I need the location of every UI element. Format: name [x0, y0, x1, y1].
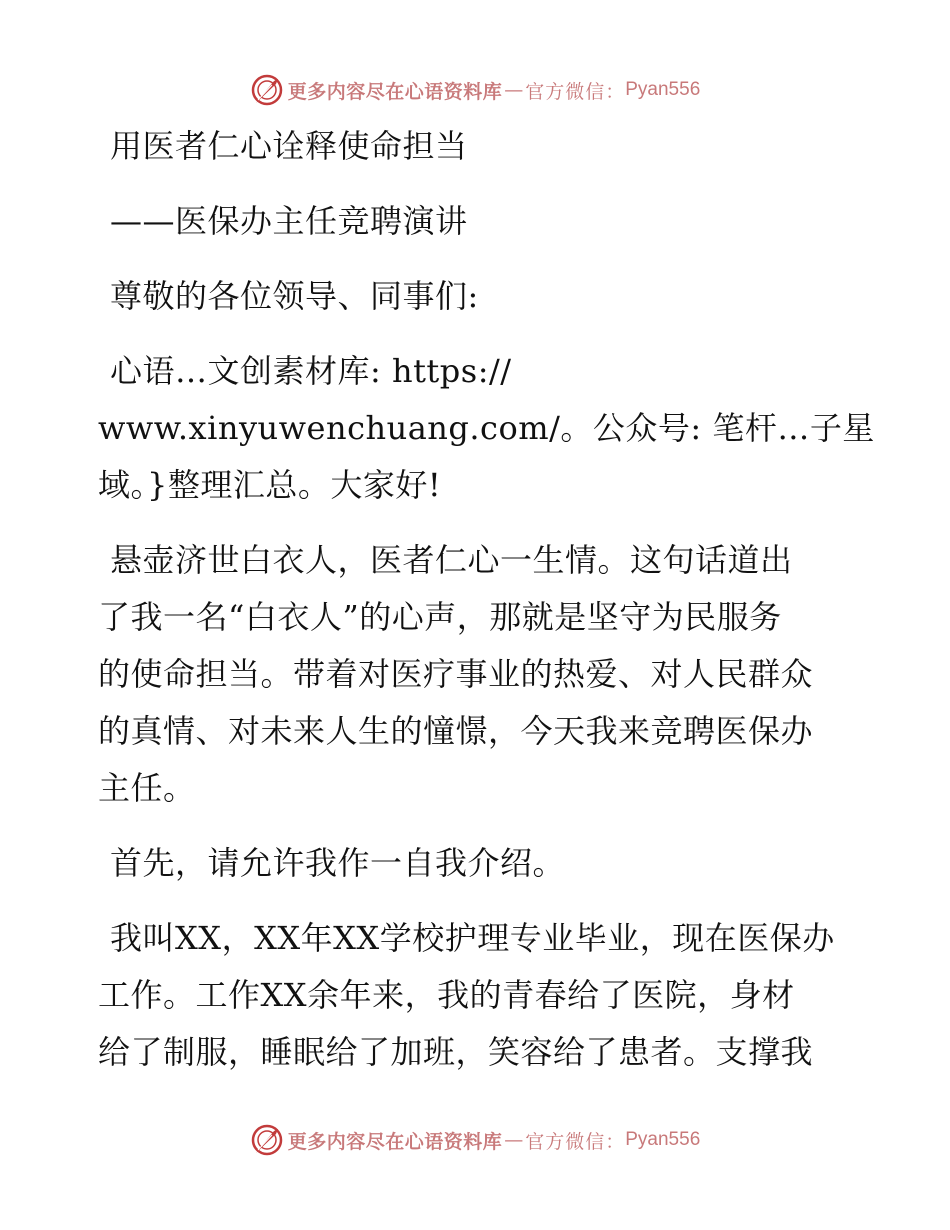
quill-logo-icon: [250, 73, 284, 107]
paragraph-line: 工作。工作XX余年来，我的青春给了医院，身材: [98, 976, 795, 1014]
banner-brand-text: 更多内容尽在心语资料库: [287, 1130, 503, 1153]
document-subtitle: ——医保办主任竞聘演讲: [110, 202, 468, 240]
paragraph-line: 给了制服，睡眠给了加班，笑容给了患者。支撑我: [98, 1033, 814, 1071]
banner-wechat-id: Pyan556: [625, 79, 701, 100]
quill-logo-icon: [250, 1123, 284, 1157]
paragraph-line: 的使命担当。带着对医疗事业的热爱、对人民群众: [98, 655, 814, 693]
footer-watermark-banner: [0, 1120, 950, 1160]
banner-wechat-id: Pyan556: [625, 1129, 701, 1150]
paragraph-line: 心语…文创素材库: https://: [110, 352, 512, 390]
paragraph-line: www.xinyuwenchuang.com/。公众号: 笔杆…子星: [98, 409, 875, 447]
banner-brand-text: 更多内容尽在心语资料库: [287, 80, 503, 103]
banner-wechat-label: 官方微信：: [525, 80, 626, 103]
self-intro-paragraph: [98, 910, 858, 1081]
greeting-line: 尊敬的各位领导、同事们:: [110, 277, 479, 315]
document-title: 用医者仁心诠释使命担当: [110, 127, 468, 165]
paragraph-line: 我叫XX，XX年XX学校护理专业毕业，现在医保办: [110, 919, 835, 957]
intro-paragraph: [98, 532, 858, 817]
paragraph-line: 悬壶济世白衣人，医者仁心一生情。这句话道出: [110, 541, 793, 579]
header-watermark-banner: [0, 70, 950, 110]
banner-dash: —: [504, 1129, 524, 1151]
paragraph-line: 了我一名“白衣人”的心声，那就是坚守为民服务: [98, 598, 782, 636]
self-intro-lead: 首先，请允许我作一自我介绍。: [110, 844, 566, 882]
banner-wechat-label: 官方微信：: [525, 1130, 626, 1153]
paragraph-line: 主任。: [98, 769, 196, 807]
source-paragraph: [98, 343, 875, 514]
paragraph-line: 域。}整理汇总。大家好!: [98, 466, 442, 504]
paragraph-line: 的真情、对未来人生的憧憬，今天我来竞聘医保办: [98, 712, 814, 750]
document-body: [98, 118, 875, 1081]
banner-dash: —: [504, 79, 524, 101]
